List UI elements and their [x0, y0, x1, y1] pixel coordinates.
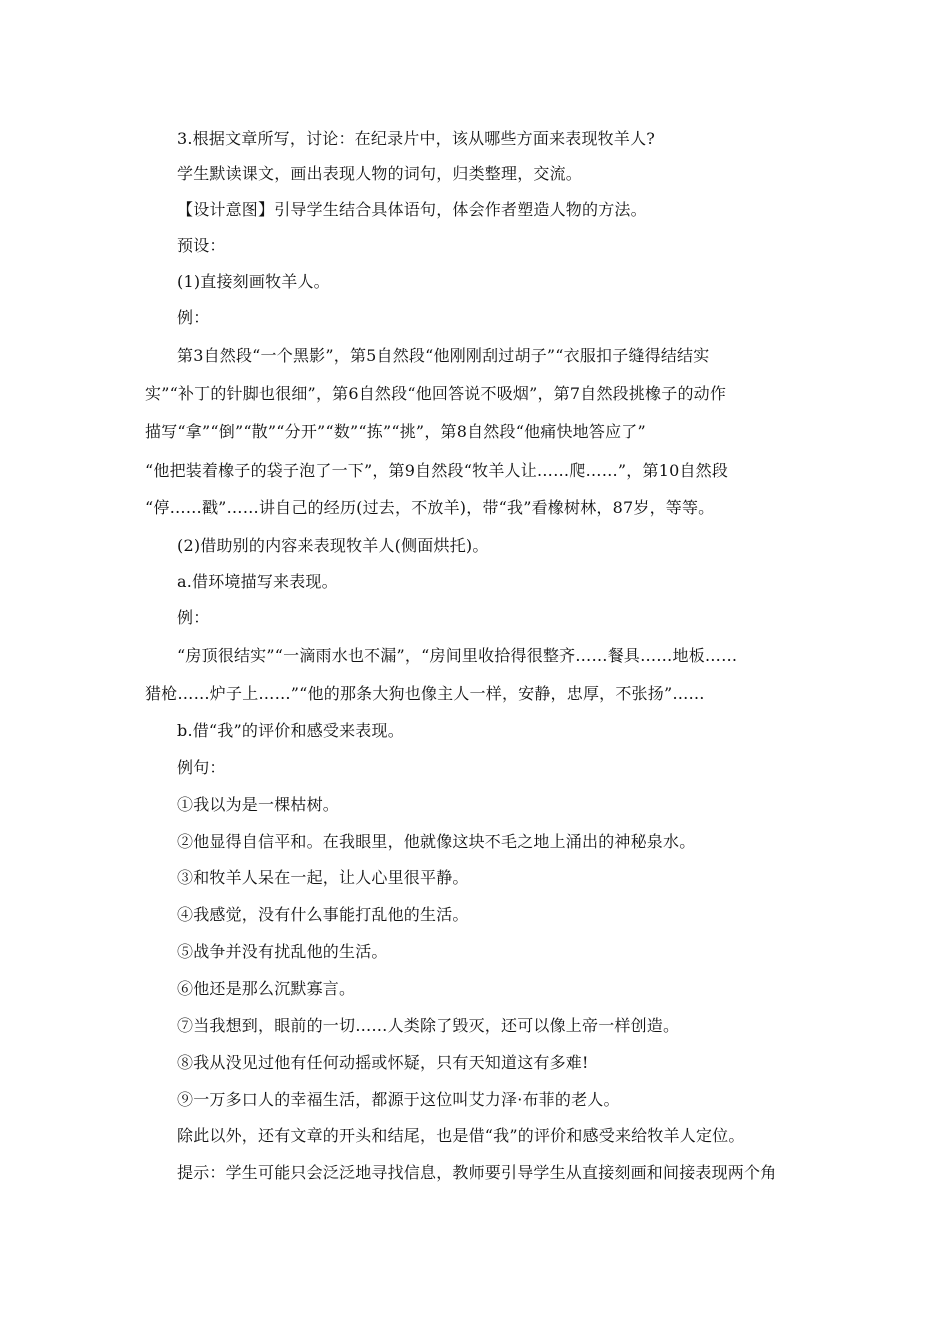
subsection-b-heading: b.借“我”的评价和感受来表现。 [177, 721, 404, 740]
paragraph-line: “房顶很结实”“一滴雨水也不漏”，“房间里收拾得很整齐……餐具……地板…… [177, 646, 738, 665]
list-item: ⑤战争并没有扰乱他的生活。 [177, 942, 388, 961]
subsection-a-heading: a.借环境描写来表现。 [177, 572, 338, 591]
preset-heading: 预设： [177, 236, 226, 255]
list-item: ⑧我从没见过他有任何动摇或怀疑，只有天知道这有多难! [177, 1053, 589, 1072]
paragraph-line: 猎枪……炉子上……”“他的那条大狗也像主人一样，安静，忠厚，不张扬”…… [145, 684, 705, 703]
design-intent-line: 【设计意图】引导学生结合具体语句，体会作者塑造人物的方法。 [177, 200, 647, 219]
list-item: ①我以为是一棵枯树。 [177, 795, 340, 814]
section-2-heading: (2)借助别的内容来表现牧羊人(侧面烘托)。 [177, 536, 489, 555]
paragraph-line: 实”“补丁的针脚也很细”，第6自然段“他回答说不吸烟”，第7自然段挑橡子的动作 [145, 384, 727, 403]
paragraph-line: 第3自然段“一个黑影”，第5自然段“他刚刚刮过胡子”“衣服扣子缝得结结实 [177, 346, 710, 365]
list-item: ④我感觉，没有什么事能打乱他的生活。 [177, 905, 469, 924]
list-item: ⑦当我想到，眼前的一切……人类除了毁灭，还可以像上帝一样创造。 [177, 1016, 680, 1035]
summary-line: 除此以外，还有文章的开头和结尾，也是借“我”的评价和感受来给牧羊人定位。 [177, 1126, 745, 1145]
list-item: ②他显得自信平和。在我眼里，他就像这块不毛之地上涌出的神秘泉水。 [177, 832, 696, 851]
paragraph-line: “他把装着橡子的袋子泡了一下”，第9自然段“牧羊人让……爬……”，第10自然段 [145, 461, 729, 480]
list-item: ⑥他还是那么沉默寡言。 [177, 979, 356, 998]
list-item: ③和牧羊人呆在一起，让人心里很平静。 [177, 868, 469, 887]
paragraph-line: 描写“拿”“倒”“散”“分开”“数”“拣”“挑”，第8自然段“他痛快地答应了” [145, 422, 646, 441]
paragraph-line: “停……戳”……讲自己的经历(过去，不放羊)，带“我”看橡树林，87岁，等等。 [145, 498, 715, 517]
activity-line: 学生默读课文，画出表现人物的词句，归类整理，交流。 [177, 164, 583, 183]
example-label: 例： [177, 608, 210, 627]
hint-line: 提示：学生可能只会泛泛地寻找信息，教师要引导学生从直接刻画和间接表现两个角 [177, 1163, 777, 1182]
example-label: 例： [177, 308, 210, 327]
list-item: ⑨一万多口人的幸福生活，都源于这位叫艾力泽·布菲的老人。 [177, 1090, 620, 1109]
example-sentences-label: 例句： [177, 758, 226, 777]
section-1-heading: (1)直接刻画牧羊人。 [177, 272, 330, 291]
question-line: 3.根据文章所写，讨论：在纪录片中，该从哪些方面来表现牧羊人? [177, 129, 656, 148]
